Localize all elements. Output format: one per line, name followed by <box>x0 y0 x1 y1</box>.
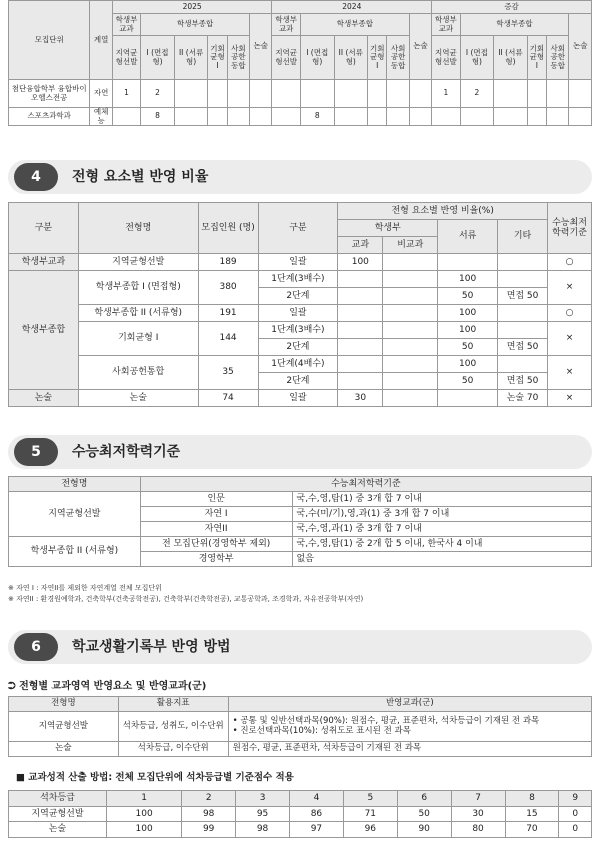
value-cell <box>338 288 383 305</box>
category-cell: 학생부종합 <box>9 271 79 390</box>
score-cell: 100 <box>107 822 182 838</box>
series-cell: 자연 <box>90 80 112 108</box>
value-cell <box>383 322 438 339</box>
admission-cell: 논술 <box>78 390 198 407</box>
subjects-line: • 공통 및 일반선택과목(90%): 원점수, 평균, 표준편차, 석차등급이 기재된 전 과목 <box>232 715 540 726</box>
stage-header: 구분 <box>258 203 338 254</box>
grade-cell: 4 <box>290 791 344 807</box>
sub-header: I (면접형) <box>300 36 334 80</box>
comprehensive-header: 학생부종합 <box>141 14 250 36</box>
value-cell <box>174 108 208 126</box>
table-row <box>9 356 592 373</box>
student-record-header: 학생부 <box>338 220 438 237</box>
sub-header: 기회균형 I <box>368 36 387 80</box>
sub-cell: 전 모집단위(경영학부 제외) <box>140 537 292 552</box>
admission-header: 전형명 <box>9 477 141 492</box>
value-cell <box>438 254 498 271</box>
criteria-header: 수능최저학력기준 <box>140 477 591 492</box>
table-row <box>9 492 592 507</box>
section-number: 5 <box>14 438 58 466</box>
value-cell <box>547 108 569 126</box>
value-cell: 100 <box>438 356 498 373</box>
value-cell: 논술 70 <box>498 390 548 407</box>
csat-table <box>8 476 592 567</box>
value-cell: 2 <box>141 80 175 108</box>
table-row <box>9 537 592 552</box>
table-row <box>9 305 592 322</box>
grade-cell: 9 <box>559 791 592 807</box>
grade-cell: 7 <box>451 791 505 807</box>
table-row <box>9 822 592 838</box>
score-cell: 0 <box>559 806 592 822</box>
value-cell <box>250 80 272 108</box>
value-cell: 100 <box>438 305 498 322</box>
sub-header: 기회균형 I <box>527 36 546 80</box>
section-title: 수능최저학력기준 <box>72 444 181 460</box>
grade-cell: 2 <box>182 791 236 807</box>
value-cell: 면접 50 <box>498 373 548 390</box>
unit-cell: 첨단융합학부 융합바이오헬스전공 <box>9 80 90 108</box>
sub-header: I (면접형) <box>141 36 175 80</box>
sub-header: 기회균형 I <box>208 36 227 80</box>
table-row <box>9 712 592 742</box>
course-header: 학생부교과 <box>272 14 300 36</box>
admission-cell: 지역균형선발 <box>78 254 198 271</box>
value-cell <box>174 80 208 108</box>
year-2024-header: 2024 <box>272 1 432 14</box>
admission-cell: 사회공헌통합 <box>78 356 198 390</box>
table-row <box>9 80 592 108</box>
row-name-cell: 논술 <box>9 822 107 838</box>
section-5-header <box>8 435 592 469</box>
non-course-header: 비교과 <box>383 237 438 254</box>
value-cell <box>460 108 494 126</box>
criteria-cell: 국,수(미/기),영,과(1) 중 3개 합 7 이내 <box>292 507 592 522</box>
sub-cell: 인문 <box>140 492 292 507</box>
section-number: 4 <box>14 163 58 191</box>
csat-min-header: 수능최저 학력기준 <box>548 203 592 254</box>
value-cell: 100 <box>438 322 498 339</box>
value-cell <box>387 108 409 126</box>
value-cell <box>300 80 334 108</box>
sub-header: II (서류형) <box>494 36 528 80</box>
subsection-label: 전형별 교과영역 반영요소 및 반영교과(군) <box>19 681 207 692</box>
subjects-cell: 원점수, 평균, 표준편차, 석차등급이 기재된 전 과목 <box>228 742 591 757</box>
sub-cell: 자연II <box>140 522 292 537</box>
value-cell <box>383 271 438 288</box>
essay-header: 논술 <box>250 14 272 80</box>
stage-cell: 일괄 <box>258 305 338 322</box>
admission-cell: 지역균형선발 <box>9 712 119 742</box>
sub-header: II (서류형) <box>334 36 368 80</box>
subsection-title <box>8 677 206 692</box>
course-header: 교과 <box>338 237 383 254</box>
value-cell <box>547 80 569 108</box>
diff-header: 증감 <box>432 1 592 14</box>
stage-cell: 2단계 <box>258 373 338 390</box>
value-cell <box>569 108 592 126</box>
method-note: ■ 교과성적 산출 방법: 전체 모집단위에 석차등급별 기준점수 적용 <box>16 772 294 783</box>
value-cell <box>409 80 431 108</box>
grade-table-block <box>8 790 592 838</box>
subjects-header: 반영교과(군) <box>228 697 591 712</box>
note-line: ※ 자연 I : 자연II를 제외한 자연계열 전체 모집단위 <box>8 584 162 592</box>
indicator-cell: 석차등급, 성취도, 이수단위 <box>118 712 228 742</box>
score-cell: 90 <box>397 822 451 838</box>
value-cell <box>334 80 368 108</box>
value-cell <box>383 288 438 305</box>
unit-cell: 스포츠과학과 <box>9 108 90 126</box>
csat-min-cell: ○ <box>548 305 592 322</box>
sub-header: 지역균형선발 <box>432 36 460 80</box>
value-cell: 8 <box>141 108 175 126</box>
quota-change-table-block <box>8 0 592 126</box>
score-cell: 80 <box>451 822 505 838</box>
documents-header: 서류 <box>438 220 498 254</box>
value-cell <box>338 373 383 390</box>
value-cell <box>527 108 546 126</box>
value-cell <box>338 271 383 288</box>
value-cell <box>527 80 546 108</box>
indicator-header: 활용지표 <box>118 697 228 712</box>
value-cell: 50 <box>438 373 498 390</box>
score-cell: 98 <box>236 822 290 838</box>
value-cell <box>368 108 387 126</box>
course-header: 학생부교과 <box>432 14 460 36</box>
table-row <box>9 322 592 339</box>
csat-min-cell: × <box>548 322 592 356</box>
admission-cell: 기회균형 I <box>78 322 198 356</box>
value-cell <box>250 108 272 126</box>
stage-cell: 2단계 <box>258 288 338 305</box>
value-cell <box>383 373 438 390</box>
value-cell <box>338 322 383 339</box>
value-cell <box>338 339 383 356</box>
stage-cell: 1단계(3배수) <box>258 271 338 288</box>
admission-header: 전형명 <box>78 203 198 254</box>
section-6-header <box>8 630 592 664</box>
score-cell: 99 <box>182 822 236 838</box>
grade-cell: 6 <box>397 791 451 807</box>
category-cell: 논술 <box>9 390 79 407</box>
value-cell: 100 <box>338 254 383 271</box>
value-cell <box>383 356 438 373</box>
value-cell: 50 <box>438 339 498 356</box>
value-cell <box>498 271 548 288</box>
grade-header: 석차등급 <box>9 791 107 807</box>
admission-cell: 학생부종합 I (면접형) <box>78 271 198 305</box>
quota-cell: 191 <box>198 305 258 322</box>
ratio-header: 전형 요소별 반영 비율(%) <box>338 203 548 220</box>
csat-min-cell: ○ <box>548 254 592 271</box>
value-cell: 면접 50 <box>498 339 548 356</box>
row-name-cell: 지역균형선발 <box>9 806 107 822</box>
criteria-cell: 국,수,영,탐(1) 중 2개 합 5 이내, 한국사 4 이내 <box>292 537 592 552</box>
value-cell <box>383 390 438 407</box>
score-cell: 86 <box>290 806 344 822</box>
quota-cell: 74 <box>198 390 258 407</box>
value-cell <box>208 80 227 108</box>
subjects-cell <box>228 712 591 742</box>
quota-cell: 35 <box>198 356 258 390</box>
table-row <box>9 271 592 288</box>
col-series-header: 계열 <box>90 1 112 80</box>
sub-header: I (면접형) <box>460 36 494 80</box>
value-cell <box>334 108 368 126</box>
value-cell <box>272 108 300 126</box>
quota-cell: 380 <box>198 271 258 305</box>
value-cell: 50 <box>438 288 498 305</box>
category-cell: 학생부교과 <box>9 254 79 271</box>
grade-cell: 3 <box>236 791 290 807</box>
value-cell: 1 <box>112 80 140 108</box>
sub-cell: 자연 I <box>140 507 292 522</box>
value-cell <box>498 254 548 271</box>
value-cell <box>494 80 528 108</box>
csat-min-cell: × <box>548 271 592 305</box>
grade-cell: 1 <box>107 791 182 807</box>
value-cell <box>498 305 548 322</box>
value-cell <box>112 108 140 126</box>
quota-change-table <box>8 0 592 126</box>
sub-header: 사회공한동합 <box>227 36 249 80</box>
stage-cell: 1단계(3배수) <box>258 322 338 339</box>
section-title: 전형 요소별 반영 비율 <box>72 169 209 185</box>
ratio-table-block <box>8 202 592 407</box>
score-cell: 15 <box>505 806 559 822</box>
admission-cell: 지역균형선발 <box>9 492 141 537</box>
value-cell <box>432 108 460 126</box>
score-cell: 0 <box>559 822 592 838</box>
value-cell: 100 <box>438 271 498 288</box>
ratio-table <box>8 202 592 407</box>
value-cell <box>387 80 409 108</box>
grade-cell: 5 <box>343 791 397 807</box>
stage-cell: 일괄 <box>258 390 338 407</box>
table-row <box>9 806 592 822</box>
score-cell: 30 <box>451 806 505 822</box>
other-header: 기타 <box>498 220 548 254</box>
admission-cell: 논술 <box>9 742 119 757</box>
grade-table <box>8 790 592 838</box>
year-2025-header: 2025 <box>112 1 272 14</box>
sub-header: II (서류형) <box>174 36 208 80</box>
value-cell <box>494 108 528 126</box>
sub-header: 지역균형선발 <box>272 36 300 80</box>
value-cell <box>368 80 387 108</box>
score-cell: 98 <box>182 806 236 822</box>
table-row <box>9 108 592 126</box>
sub-header: 사회공한동합 <box>547 36 569 80</box>
csat-min-cell: × <box>548 356 592 390</box>
value-cell: 30 <box>338 390 383 407</box>
value-cell <box>438 390 498 407</box>
value-cell: 8 <box>300 108 334 126</box>
reflection-table <box>8 696 592 757</box>
note-line: ※ 자연II : 환경원예학과, 건축학부(건축공학전공), 건축학부(건축학전공), 교통공학과, 조경학과, 자유전공학부(자연) <box>8 595 364 603</box>
admission-header: 전형명 <box>9 697 119 712</box>
section-4-header <box>8 160 592 194</box>
value-cell <box>383 305 438 322</box>
csat-notes <box>8 583 363 605</box>
admission-cell: 학생부종합 II (서류형) <box>9 537 141 567</box>
score-cell: 71 <box>343 806 397 822</box>
section-title: 학교생활기록부 반영 방법 <box>72 639 231 655</box>
quota-cell: 144 <box>198 322 258 356</box>
value-cell <box>338 356 383 373</box>
comprehensive-header: 학생부종합 <box>460 14 569 36</box>
sub-header: 지역균형선발 <box>112 36 140 80</box>
col-unit-header: 모집단위 <box>9 1 90 80</box>
value-cell <box>338 305 383 322</box>
stage-cell: 일괄 <box>258 254 338 271</box>
essay-header: 논술 <box>409 14 431 80</box>
quota-cell: 189 <box>198 254 258 271</box>
value-cell <box>569 80 592 108</box>
value-cell: 2 <box>460 80 494 108</box>
section-number: 6 <box>14 633 58 661</box>
value-cell <box>227 108 249 126</box>
value-cell <box>498 356 548 373</box>
table-row <box>9 390 592 407</box>
value-cell <box>272 80 300 108</box>
course-header: 학생부교과 <box>112 14 140 36</box>
comprehensive-header: 학생부종합 <box>300 14 409 36</box>
criteria-cell: 없음 <box>292 552 592 567</box>
quota-header: 모집인원 (명) <box>198 203 258 254</box>
value-cell <box>383 339 438 356</box>
value-cell: 면접 50 <box>498 288 548 305</box>
value-cell <box>208 108 227 126</box>
table-row <box>9 742 592 757</box>
stage-cell: 1단계(4배수) <box>258 356 338 373</box>
table-row <box>9 254 592 271</box>
admission-cell: 학생부종합 II (서류형) <box>78 305 198 322</box>
score-cell: 50 <box>397 806 451 822</box>
value-cell <box>227 80 249 108</box>
grade-cell: 8 <box>505 791 559 807</box>
arrow-icon: ⮊ <box>8 681 16 692</box>
reflection-table-block <box>8 696 592 757</box>
score-cell: 97 <box>290 822 344 838</box>
score-cell: 96 <box>343 822 397 838</box>
sub-header: 사회공한동합 <box>387 36 409 80</box>
sub-cell: 경영학부 <box>140 552 292 567</box>
value-cell: 1 <box>432 80 460 108</box>
value-cell <box>409 108 431 126</box>
score-cell: 100 <box>107 806 182 822</box>
criteria-cell: 국,수,영,과(1) 중 3개 합 7 이내 <box>292 522 592 537</box>
indicator-cell: 석차등급, 이수단위 <box>118 742 228 757</box>
series-cell: 예체능 <box>90 108 112 126</box>
score-cell: 95 <box>236 806 290 822</box>
stage-cell: 2단계 <box>258 339 338 356</box>
csat-min-cell: × <box>548 390 592 407</box>
value-cell <box>498 322 548 339</box>
category-header: 구분 <box>9 203 79 254</box>
value-cell <box>383 254 438 271</box>
criteria-cell: 국,수,영,탐(1) 중 3개 합 7 이내 <box>292 492 592 507</box>
csat-table-block <box>8 476 592 567</box>
score-cell: 70 <box>505 822 559 838</box>
subjects-line: • 진로선택과목(10%): 성취도로 표시된 전 과목 <box>232 725 411 736</box>
essay-header: 논술 <box>569 14 592 80</box>
